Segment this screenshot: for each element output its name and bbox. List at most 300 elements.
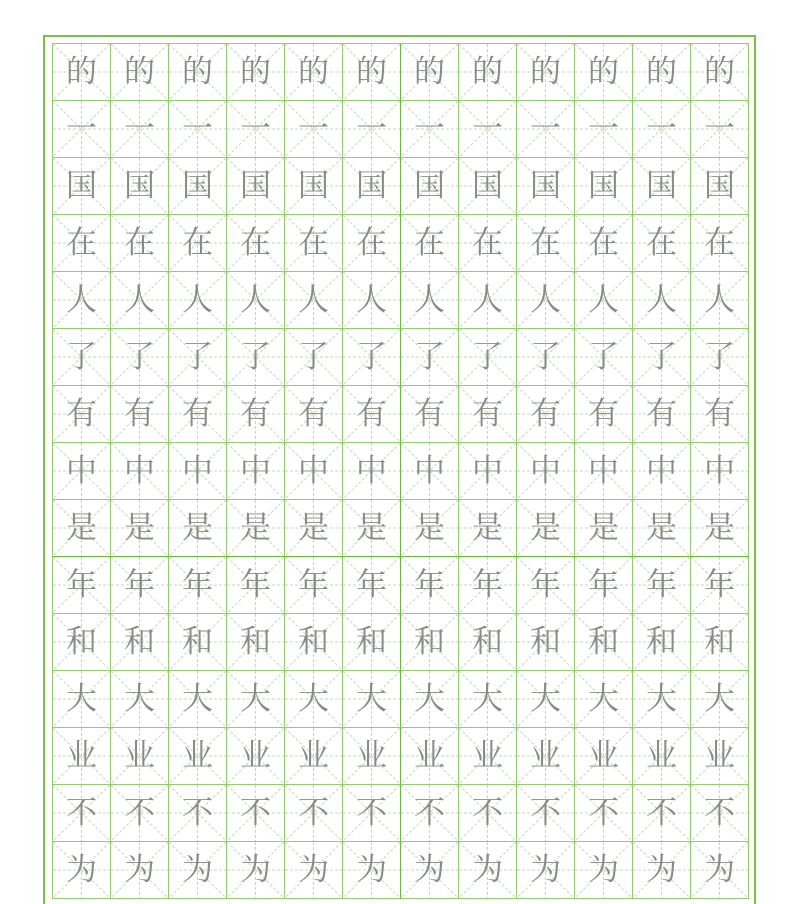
practice-character: 人 (588, 281, 619, 318)
practice-cell (285, 386, 343, 443)
practice-character: 一 (182, 110, 213, 147)
practice-character: 年 (240, 566, 271, 603)
practice-cell (575, 557, 633, 614)
practice-cell (285, 443, 343, 500)
practice-cell (285, 785, 343, 842)
practice-character: 年 (66, 566, 97, 603)
practice-cell (111, 272, 169, 329)
practice-character: 中 (124, 452, 155, 489)
practice-cell (691, 500, 749, 557)
practice-character: 在 (182, 224, 213, 261)
practice-character: 中 (66, 452, 97, 489)
practice-cell (691, 671, 749, 728)
practice-cell (53, 158, 111, 215)
practice-cell (111, 842, 169, 899)
practice-cell (285, 500, 343, 557)
practice-character: 有 (588, 395, 619, 432)
practice-character: 一 (530, 110, 561, 147)
practice-cell (633, 785, 691, 842)
practice-cell (53, 614, 111, 671)
practice-character: 是 (646, 509, 677, 546)
practice-character: 是 (414, 509, 445, 546)
practice-character: 业 (414, 737, 445, 774)
practice-cell (111, 557, 169, 614)
practice-cell (633, 101, 691, 158)
practice-character: 和 (356, 623, 387, 660)
practice-cell (517, 386, 575, 443)
practice-cell (285, 728, 343, 785)
practice-character: 不 (472, 794, 503, 831)
practice-cell (691, 443, 749, 500)
practice-cell (575, 728, 633, 785)
practice-character: 是 (66, 509, 97, 546)
practice-cell (285, 614, 343, 671)
practice-cell (401, 728, 459, 785)
practice-character: 国 (124, 167, 155, 204)
practice-character: 大 (704, 680, 735, 717)
practice-cell (53, 842, 111, 899)
practice-cell (459, 329, 517, 386)
practice-character: 在 (704, 224, 735, 261)
practice-cell (401, 785, 459, 842)
practice-character: 有 (298, 395, 329, 432)
practice-cell (285, 842, 343, 899)
practice-cell (227, 272, 285, 329)
practice-cell (459, 272, 517, 329)
practice-cell (53, 500, 111, 557)
practice-cell (227, 671, 285, 728)
practice-cell (285, 671, 343, 728)
practice-cell (633, 842, 691, 899)
practice-cell (227, 215, 285, 272)
practice-character: 中 (472, 452, 503, 489)
practice-character: 不 (588, 794, 619, 831)
practice-character: 了 (298, 338, 329, 375)
practice-cell (169, 272, 227, 329)
practice-cell (343, 101, 401, 158)
practice-cell (459, 500, 517, 557)
practice-character: 业 (356, 737, 387, 774)
practice-character: 人 (356, 281, 387, 318)
practice-cell (227, 614, 285, 671)
practice-cell (285, 329, 343, 386)
practice-cell (517, 215, 575, 272)
practice-cell (517, 785, 575, 842)
practice-cell (401, 557, 459, 614)
practice-character: 中 (704, 452, 735, 489)
practice-character: 在 (124, 224, 155, 261)
practice-character: 中 (298, 452, 329, 489)
practice-cell (517, 158, 575, 215)
practice-cell (227, 728, 285, 785)
practice-character: 业 (240, 737, 271, 774)
practice-character: 和 (240, 623, 271, 660)
practice-character: 国 (646, 167, 677, 204)
practice-character: 为 (124, 851, 155, 888)
practice-cell (343, 158, 401, 215)
practice-character: 一 (472, 110, 503, 147)
practice-character: 国 (66, 167, 97, 204)
practice-cell (633, 500, 691, 557)
practice-character: 人 (646, 281, 677, 318)
practice-cell (111, 386, 169, 443)
practice-cell (227, 443, 285, 500)
practice-cell (343, 728, 401, 785)
practice-cell (575, 386, 633, 443)
practice-character: 国 (414, 167, 445, 204)
practice-character: 在 (530, 224, 561, 261)
practice-cell (227, 842, 285, 899)
practice-character: 中 (356, 452, 387, 489)
practice-cell (169, 842, 227, 899)
practice-cell (691, 842, 749, 899)
practice-character: 了 (356, 338, 387, 375)
practice-cell (575, 785, 633, 842)
practice-cell (633, 557, 691, 614)
practice-cell (691, 101, 749, 158)
practice-character: 了 (124, 338, 155, 375)
practice-cell (111, 44, 169, 101)
practice-cell (691, 386, 749, 443)
practice-character: 年 (414, 566, 445, 603)
practice-cell (401, 158, 459, 215)
practice-cell (691, 614, 749, 671)
practice-character: 不 (530, 794, 561, 831)
practice-character: 和 (66, 623, 97, 660)
practice-cell (53, 101, 111, 158)
practice-character: 国 (240, 167, 271, 204)
practice-character: 国 (298, 167, 329, 204)
practice-cell (633, 215, 691, 272)
practice-character: 中 (240, 452, 271, 489)
practice-character: 大 (356, 680, 387, 717)
mizige-practice-grid (52, 43, 749, 899)
practice-character: 年 (182, 566, 213, 603)
practice-character: 的 (356, 53, 387, 90)
practice-character: 大 (182, 680, 213, 717)
practice-cell (343, 500, 401, 557)
practice-cell (343, 785, 401, 842)
practice-character: 年 (588, 566, 619, 603)
practice-cell (575, 101, 633, 158)
practice-cell (53, 44, 111, 101)
practice-character: 和 (182, 623, 213, 660)
practice-character: 为 (298, 851, 329, 888)
practice-cell (517, 443, 575, 500)
practice-cell (111, 728, 169, 785)
practice-cell (53, 671, 111, 728)
practice-cell (459, 557, 517, 614)
practice-character: 和 (472, 623, 503, 660)
practice-cell (575, 443, 633, 500)
practice-character: 大 (646, 680, 677, 717)
practice-cell (459, 443, 517, 500)
practice-character: 人 (124, 281, 155, 318)
practice-cell (111, 614, 169, 671)
practice-cell (517, 329, 575, 386)
practice-cell (633, 44, 691, 101)
practice-character: 为 (182, 851, 213, 888)
practice-character: 了 (472, 338, 503, 375)
practice-character: 了 (66, 338, 97, 375)
practice-character: 业 (588, 737, 619, 774)
practice-cell (285, 158, 343, 215)
practice-cell (401, 614, 459, 671)
practice-cell (169, 101, 227, 158)
practice-character: 中 (530, 452, 561, 489)
practice-character: 了 (182, 338, 213, 375)
practice-cell (633, 272, 691, 329)
practice-cell (459, 101, 517, 158)
practice-cell (111, 101, 169, 158)
practice-cell (169, 785, 227, 842)
practice-character: 为 (472, 851, 503, 888)
practice-character: 是 (472, 509, 503, 546)
practice-cell (227, 44, 285, 101)
practice-character: 是 (588, 509, 619, 546)
practice-character: 人 (240, 281, 271, 318)
practice-character: 一 (298, 110, 329, 147)
practice-cell (53, 557, 111, 614)
practice-character: 人 (66, 281, 97, 318)
practice-cell (633, 386, 691, 443)
practice-character: 在 (298, 224, 329, 261)
practice-cell (169, 386, 227, 443)
practice-cell (459, 215, 517, 272)
practice-character: 了 (646, 338, 677, 375)
practice-character: 中 (182, 452, 213, 489)
practice-cell (691, 272, 749, 329)
practice-character: 和 (646, 623, 677, 660)
practice-cell (343, 272, 401, 329)
practice-cell (111, 500, 169, 557)
practice-character: 在 (646, 224, 677, 261)
practice-cell (517, 500, 575, 557)
practice-character: 了 (240, 338, 271, 375)
practice-cell (517, 671, 575, 728)
practice-character: 不 (646, 794, 677, 831)
practice-cell (633, 329, 691, 386)
practice-character: 的 (414, 53, 445, 90)
practice-cell (633, 728, 691, 785)
practice-character: 年 (704, 566, 735, 603)
practice-character: 有 (530, 395, 561, 432)
practice-character: 一 (704, 110, 735, 147)
practice-character: 大 (298, 680, 329, 717)
practice-character: 和 (414, 623, 445, 660)
practice-cell (575, 614, 633, 671)
practice-cell (53, 272, 111, 329)
practice-character: 业 (530, 737, 561, 774)
practice-character: 业 (704, 737, 735, 774)
practice-cell (343, 557, 401, 614)
practice-cell (691, 158, 749, 215)
practice-character: 有 (414, 395, 445, 432)
practice-character: 国 (356, 167, 387, 204)
practice-character: 年 (646, 566, 677, 603)
practice-cell (111, 671, 169, 728)
practice-character: 是 (124, 509, 155, 546)
practice-cell (575, 272, 633, 329)
practice-cell (517, 272, 575, 329)
practice-character: 业 (646, 737, 677, 774)
practice-cell (401, 671, 459, 728)
practice-character: 大 (240, 680, 271, 717)
practice-character: 人 (530, 281, 561, 318)
practice-character: 的 (530, 53, 561, 90)
practice-cell (343, 386, 401, 443)
practice-cell (343, 671, 401, 728)
practice-cell (111, 158, 169, 215)
practice-cell (633, 158, 691, 215)
practice-character: 人 (704, 281, 735, 318)
practice-character: 大 (66, 680, 97, 717)
practice-character: 和 (588, 623, 619, 660)
practice-character: 一 (356, 110, 387, 147)
practice-cell (227, 101, 285, 158)
practice-character: 是 (704, 509, 735, 546)
practice-cell (227, 557, 285, 614)
practice-cell (575, 842, 633, 899)
practice-cell (517, 101, 575, 158)
practice-character: 有 (356, 395, 387, 432)
practice-cell (575, 500, 633, 557)
practice-character: 的 (298, 53, 329, 90)
practice-cell (111, 443, 169, 500)
practice-cell (227, 329, 285, 386)
practice-cell (111, 329, 169, 386)
practice-character: 和 (298, 623, 329, 660)
practice-character: 是 (530, 509, 561, 546)
practice-cell (401, 443, 459, 500)
practice-character: 为 (356, 851, 387, 888)
practice-cell (517, 44, 575, 101)
practice-cell (459, 671, 517, 728)
practice-character: 一 (588, 110, 619, 147)
practice-cell (517, 842, 575, 899)
practice-cell (401, 386, 459, 443)
practice-character: 为 (704, 851, 735, 888)
practice-character: 有 (646, 395, 677, 432)
practice-character: 的 (240, 53, 271, 90)
practice-cell (53, 329, 111, 386)
practice-character: 在 (588, 224, 619, 261)
practice-cell (401, 500, 459, 557)
practice-cell (53, 443, 111, 500)
practice-cell (169, 500, 227, 557)
practice-character: 的 (588, 53, 619, 90)
practice-character: 业 (66, 737, 97, 774)
practice-character: 了 (588, 338, 619, 375)
practice-character: 中 (646, 452, 677, 489)
practice-character: 大 (588, 680, 619, 717)
practice-cell (401, 329, 459, 386)
practice-character: 年 (124, 566, 155, 603)
practice-character: 的 (472, 53, 503, 90)
practice-character: 的 (124, 53, 155, 90)
practice-cell (575, 215, 633, 272)
practice-cell (343, 44, 401, 101)
practice-character: 中 (588, 452, 619, 489)
practice-character: 业 (298, 737, 329, 774)
practice-character: 和 (530, 623, 561, 660)
practice-character: 不 (298, 794, 329, 831)
practice-cell (343, 842, 401, 899)
practice-character: 一 (240, 110, 271, 147)
practice-character: 不 (182, 794, 213, 831)
practice-character: 有 (66, 395, 97, 432)
practice-character: 和 (124, 623, 155, 660)
practice-cell (633, 443, 691, 500)
practice-character: 一 (124, 110, 155, 147)
practice-character: 年 (472, 566, 503, 603)
practice-character: 年 (530, 566, 561, 603)
practice-character: 为 (530, 851, 561, 888)
practice-character: 大 (472, 680, 503, 717)
practice-character: 一 (646, 110, 677, 147)
practice-cell (401, 272, 459, 329)
practice-cell (633, 614, 691, 671)
practice-cell (401, 44, 459, 101)
practice-cell (691, 215, 749, 272)
practice-character: 不 (240, 794, 271, 831)
practice-cell (459, 785, 517, 842)
practice-cell (53, 728, 111, 785)
practice-character: 的 (704, 53, 735, 90)
practice-cell (401, 215, 459, 272)
practice-cell (691, 785, 749, 842)
practice-character: 有 (704, 395, 735, 432)
practice-cell (285, 101, 343, 158)
practice-cell (285, 44, 343, 101)
practice-cell (169, 158, 227, 215)
practice-cell (227, 386, 285, 443)
practice-cell (459, 158, 517, 215)
practice-character: 一 (414, 110, 445, 147)
practice-cell (285, 215, 343, 272)
practice-character: 有 (472, 395, 503, 432)
practice-cell (459, 728, 517, 785)
practice-cell (169, 671, 227, 728)
practice-character: 了 (414, 338, 445, 375)
practice-cell (575, 329, 633, 386)
practice-character: 大 (414, 680, 445, 717)
practice-cell (111, 215, 169, 272)
practice-cell (575, 671, 633, 728)
practice-character: 年 (356, 566, 387, 603)
practice-character: 在 (472, 224, 503, 261)
practice-character: 业 (124, 737, 155, 774)
practice-character: 有 (240, 395, 271, 432)
practice-character: 在 (356, 224, 387, 261)
practice-cell (169, 728, 227, 785)
practice-cell (343, 443, 401, 500)
practice-character: 在 (66, 224, 97, 261)
practice-cell (459, 842, 517, 899)
practice-cell (459, 44, 517, 101)
practice-cell (517, 557, 575, 614)
practice-character: 国 (704, 167, 735, 204)
practice-cell (53, 386, 111, 443)
practice-character: 是 (356, 509, 387, 546)
practice-character: 为 (414, 851, 445, 888)
practice-cell (169, 614, 227, 671)
practice-character: 大 (124, 680, 155, 717)
practice-cell (227, 158, 285, 215)
practice-cell (227, 785, 285, 842)
practice-cell (691, 728, 749, 785)
practice-character: 为 (240, 851, 271, 888)
